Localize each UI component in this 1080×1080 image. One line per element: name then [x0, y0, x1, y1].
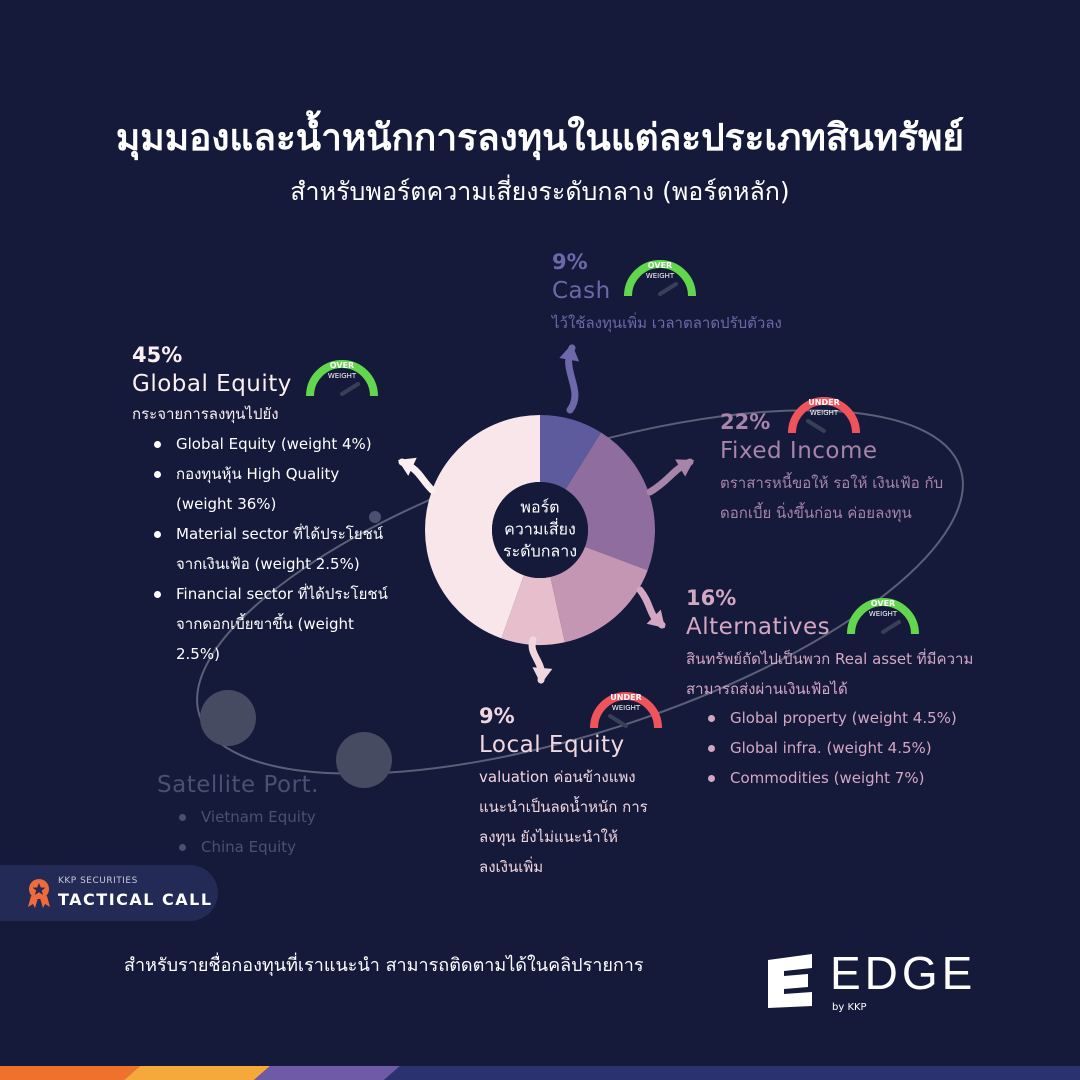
global-equity-percent: 45%	[132, 343, 183, 367]
stripe-segment	[254, 1066, 400, 1080]
global-equity-weight-gauge	[304, 358, 380, 398]
gauge-needle	[808, 421, 824, 431]
gauge-stance: OVER	[870, 599, 896, 608]
cash-percent: 9%	[552, 250, 588, 274]
gauge-needle	[342, 384, 358, 394]
cash-label: Cash	[552, 278, 611, 304]
edge-brand-by: by KKP	[832, 1002, 867, 1013]
satellite-planet-small	[336, 732, 392, 788]
global-equity-list	[132, 429, 392, 669]
list-item: Material sector ที่ได้ประโยชน์จากเงินเฟ้อ (weight 2.5%)	[132, 519, 392, 579]
local-equity-percent: 9%	[479, 704, 515, 728]
stripe-segment	[0, 1066, 140, 1080]
badge-small-text: KKP SECURITIES	[58, 876, 138, 886]
edge-logo-icon	[764, 952, 816, 1010]
fixed-income-description: ตราสารหนี้ขอให้ รอให้ เงินเฟ้อ กับ ดอกเบี้ย นิ่งขึ้นก่อน ค่อยลงทุน	[720, 474, 944, 522]
alternatives-percent: 16%	[686, 586, 737, 610]
global-equity-description: กระจายการลงทุนไปยัง	[132, 405, 279, 423]
list-item: Global Equity (weight 4%)	[132, 429, 392, 459]
list-item: Global infra. (weight 4.5%)	[686, 733, 986, 763]
satellite-label: Satellite Port.	[157, 772, 319, 798]
gauge-weight-label: WEIGHT	[611, 704, 641, 712]
alternatives-label: Alternatives	[686, 614, 831, 640]
alternatives-description: สินทรัพย์ถัดไปเป็นพวก Real asset ที่มีความสามารถส่งผ่านเงินเฟ้อได้	[686, 650, 974, 698]
center-label-line: ระดับกลาง	[502, 541, 578, 561]
gauge-needle	[660, 284, 676, 294]
alternatives-weight-gauge	[845, 596, 921, 636]
center-label-line: พอร์ต	[520, 497, 560, 517]
gauge-stance: UNDER	[808, 398, 840, 407]
gauge-weight-label: WEIGHT	[868, 610, 898, 618]
list-item: Vietnam Equity	[157, 802, 377, 832]
local-equity-arrow-head	[532, 667, 552, 684]
gauge-needle	[610, 716, 626, 726]
gauge-stance: OVER	[647, 261, 673, 270]
center-label-line: ความเสี่ยง	[504, 519, 576, 539]
edge-brand-name: EDGE	[830, 947, 977, 999]
cash-weight-gauge	[622, 258, 698, 298]
gauge-stance: UNDER	[610, 693, 642, 702]
fixed-income-percent: 22%	[720, 410, 771, 434]
page-title: มุมมองและน้ำหนักการลงทุนในแต่ละประเภทสินทรัพย์	[115, 116, 965, 159]
list-item: Commodities (weight 7%)	[686, 763, 986, 793]
gauge-stance: OVER	[329, 361, 355, 370]
local-equity-description: valuation ค่อนข้างแพง แนะนำเป็นลดน้ำหนัก การลงทุน ยังไม่แนะนำให้ ลงเงินเพิ่ม	[479, 768, 648, 876]
stripe-segment	[384, 1066, 1080, 1080]
fixed-income-label: Fixed Income	[720, 438, 878, 464]
cash-description: ไว้ใช้ลงทุนเพิ่ม เวลาตลาดปรับตัวลง	[552, 314, 782, 332]
satellite-list	[157, 802, 377, 862]
page-subtitle: สำหรับพอร์ตความเสี่ยงระดับกลาง (พอร์ตหลัก)	[290, 177, 790, 206]
gauge-weight-label: WEIGHT	[809, 409, 839, 417]
fixed-income-weight-gauge	[786, 395, 862, 435]
global-equity-label: Global Equity	[132, 371, 292, 397]
local-equity-weight-gauge	[588, 690, 664, 730]
alternatives-list	[686, 703, 986, 793]
stripe-segment	[124, 1066, 270, 1080]
footer-note: สำหรับรายชื่อกองทุนที่เราแนะนำ สามารถติดตามได้ในคลิปรายการ	[124, 955, 644, 976]
list-item: Global property (weight 4.5%)	[686, 703, 986, 733]
satellite-planet-large	[200, 690, 256, 746]
tactical-call-badge	[0, 865, 218, 921]
gauge-weight-label: WEIGHT	[645, 272, 675, 280]
list-item: China Equity	[157, 832, 377, 862]
list-item: กองทุนหุ้น High Quality (weight 36%)	[132, 459, 392, 519]
award-icon	[26, 877, 52, 909]
bottom-stripe	[0, 1062, 1080, 1080]
list-item: Financial sector ที่ได้ประโยชน์จากดอกเบี้ยขาขึ้น (weight 2.5%)	[132, 579, 392, 669]
local-equity-label: Local Equity	[479, 732, 625, 758]
gauge-needle	[883, 622, 899, 632]
gauge-weight-label: WEIGHT	[327, 372, 357, 380]
badge-title: TACTICAL CALL	[58, 890, 213, 909]
